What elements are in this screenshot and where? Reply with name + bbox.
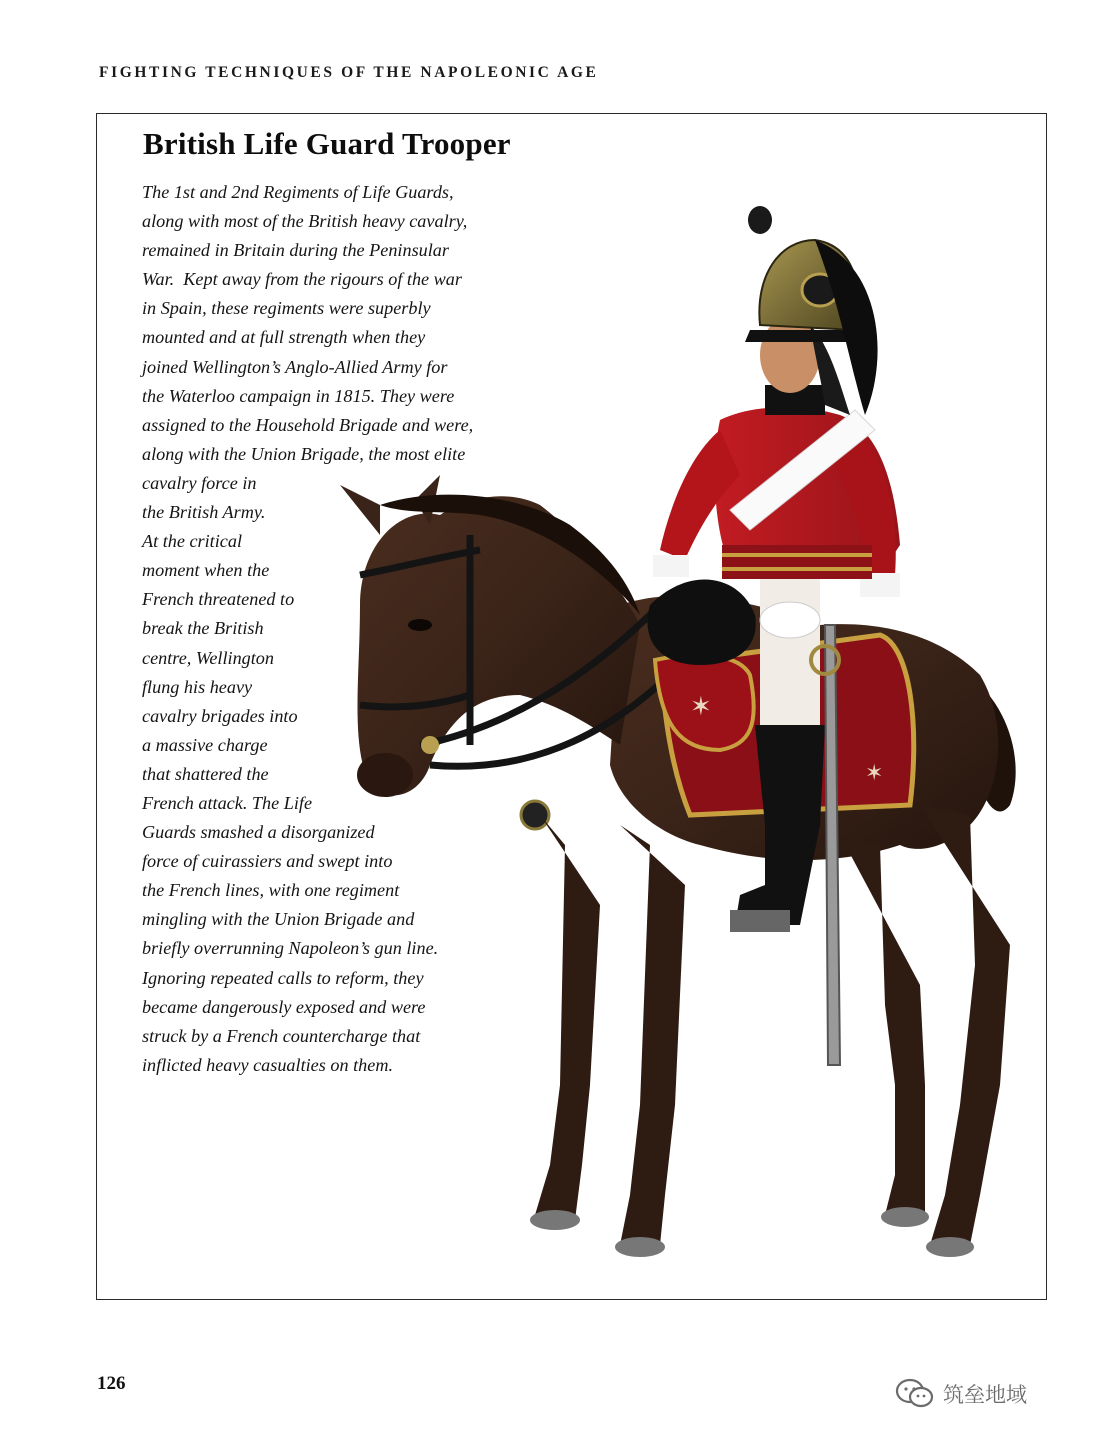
body-line: the Waterloo campaign in 1815. They were: [142, 385, 455, 406]
body-line: a massive charge: [142, 734, 268, 755]
body-line: cavalry force in: [142, 472, 257, 493]
rider-cuff: [653, 555, 689, 577]
body-line: flung his heavy: [142, 676, 253, 697]
body-line: the British Army.: [142, 502, 266, 523]
star-ornament: ✶: [865, 761, 884, 786]
bridle-boss: [421, 736, 439, 754]
body-line: French attack. The Life: [142, 792, 313, 813]
cavalry-trooper-illustration: [320, 205, 1040, 1285]
body-line: French threatened to: [142, 589, 295, 610]
body-line: struck by a French countercharge that: [142, 1025, 421, 1046]
horse-ear: [340, 485, 380, 535]
body-line: centre, Wellington: [142, 647, 274, 668]
page-number: 126: [97, 1373, 126, 1394]
helmet-crest: [748, 206, 772, 234]
stirrup: [730, 910, 790, 932]
running-head: FIGHTING TECHNIQUES OF THE NAPOLEONIC AGE: [99, 64, 599, 81]
body-line: that shattered the: [142, 763, 269, 784]
star-ornament: ✶: [690, 692, 712, 722]
hooves: [530, 1207, 974, 1257]
body-line: along with the Union Brigade, the most elite: [142, 443, 466, 464]
body-line: remained in Britain during the Peninsular: [142, 240, 449, 261]
wechat-icon: [895, 1378, 935, 1410]
horse-neck: [358, 496, 641, 795]
rider-breeches: [760, 565, 820, 725]
body-line: along with most of the British heavy cavalry,: [142, 211, 468, 232]
body-line: Ignoring repeated calls to reform, they: [142, 967, 424, 988]
body-line: force of cuirassiers and swept into: [142, 851, 393, 872]
horse-eye: [408, 619, 432, 631]
body-line: assigned to the Household Brigade and were,: [142, 414, 474, 435]
rider-glove: [760, 602, 820, 638]
helmet-peak: [745, 330, 860, 342]
body-line: became dangerously exposed and were: [142, 996, 426, 1017]
watermark-text: 筑垒地域: [943, 1383, 1027, 1407]
sheepskin-roll: [647, 580, 755, 665]
article-title: British Life Guard Trooper: [143, 126, 511, 161]
body-line: Guards smashed a disorganized: [142, 822, 375, 843]
body-line: mounted and at full strength when they: [142, 327, 426, 348]
body-line: inflicted heavy casualties on them.: [142, 1054, 394, 1075]
body-line: joined Wellington’s Anglo-Allied Army for: [142, 356, 448, 377]
watermark: [895, 1378, 1027, 1410]
body-line: cavalry brigades into: [142, 705, 298, 726]
body-line: The 1st and 2nd Regiments of Life Guards,: [142, 182, 454, 202]
body-line: briefly overrunning Napoleon’s gun line.: [142, 938, 439, 959]
body-line: break the British: [142, 618, 264, 639]
body-line: At the critical: [142, 531, 243, 552]
body-line: moment when the: [142, 560, 270, 581]
body-line: the French lines, with one regiment: [142, 880, 400, 901]
breastplate-boss: [521, 801, 549, 829]
body-line: War. Kept away from the rigours of the war: [142, 269, 462, 290]
body-line: mingling with the Union Brigade and: [142, 909, 415, 930]
horse-muzzle: [357, 753, 413, 797]
body-line: in Spain, these regiments were superbly: [142, 298, 431, 319]
rider-sash: [722, 545, 872, 579]
